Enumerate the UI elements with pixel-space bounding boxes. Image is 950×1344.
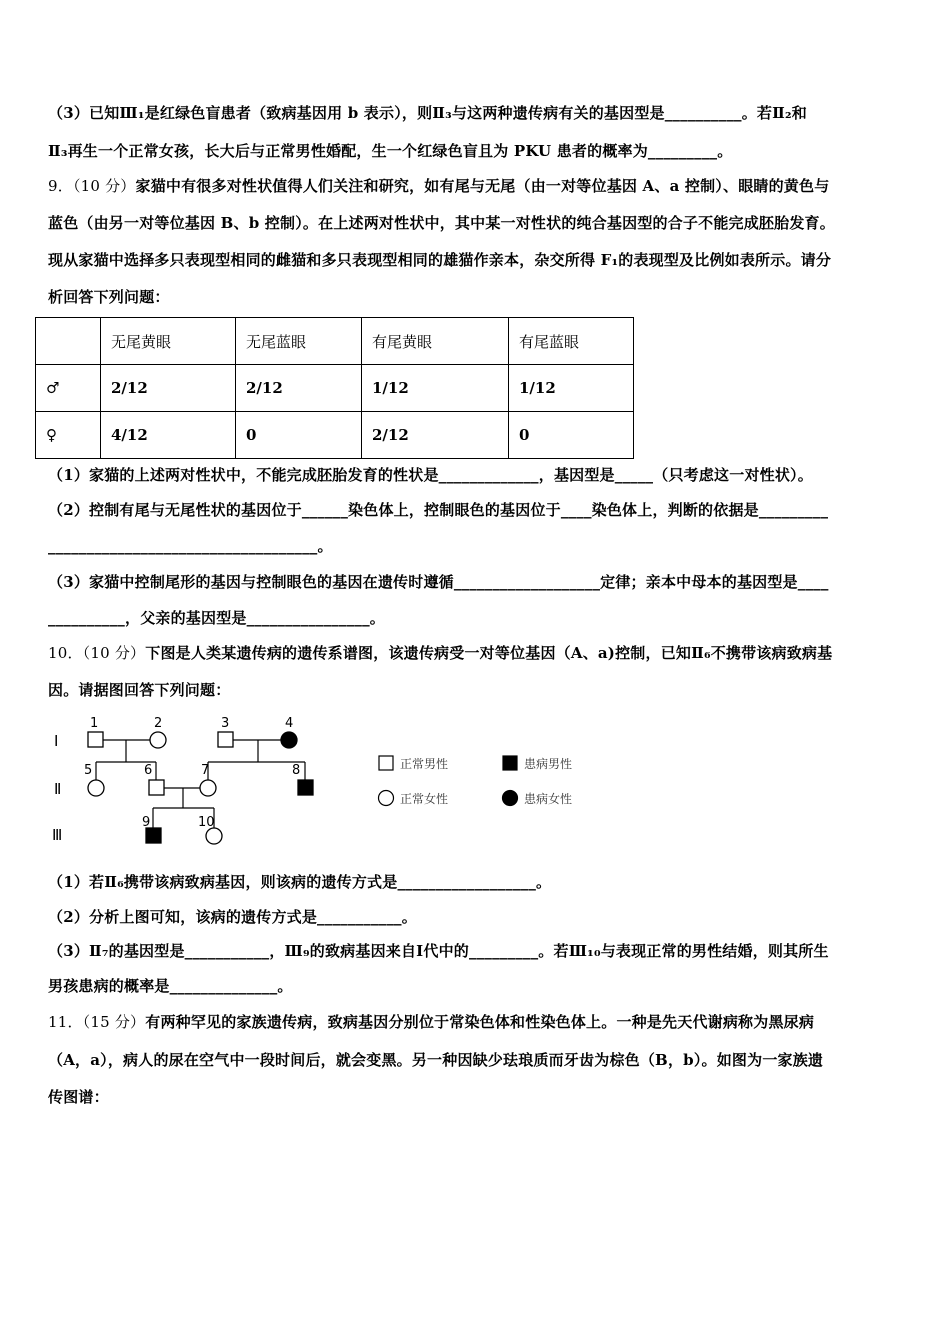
table-cell: 4/12	[101, 412, 236, 459]
table-cell-sex: ♂	[36, 365, 101, 412]
q11-line3: 传图谱：	[48, 1088, 109, 1106]
q11-line2: （A，a），病人的尿在空气中一段时间后，就会变黑。另一种因缺少珐琅质而牙齿为棕色（B，b）。如图为一家族遗	[48, 1051, 824, 1069]
individual-label: 6	[144, 763, 153, 778]
legend-label: 正常女性	[400, 792, 449, 806]
q9-line3: 现从家猫中选择多只表现型相同的雌猫和多只表现型相同的雄猫作亲本，杂交所得 F₁的表现型及比例如表所示。请分	[48, 251, 832, 269]
table-header-cell: 无尾黄眼	[101, 318, 236, 365]
q9-sub3-line2: __________，父亲的基因型是________________。	[48, 609, 386, 627]
q9-sub2-line1: （2）控制有尾与无尾性状的基因位于______染色体上，控制眼色的基因位于____染色体上，判断的依据是_________	[48, 501, 829, 519]
q10-sub2: （2）分析上图可知，该病的遗传方式是___________。	[48, 908, 417, 926]
legend-affected-female-icon	[503, 791, 518, 806]
q10-line1	[48, 642, 832, 663]
individual-1-normal-male	[88, 732, 103, 747]
table-header-cell	[36, 318, 101, 365]
table-header-cell: 有尾蓝眼	[509, 318, 634, 365]
legend-label: 患病女性	[524, 792, 573, 806]
q11-line1	[48, 1011, 814, 1032]
individual-3-normal-male	[218, 732, 233, 747]
table-header-row	[36, 318, 634, 365]
q9-text1: 家猫中有很多对性状值得人们关注和研究，如有尾与无尾（由一对等位基因 A、a 控制）、眼睛的黄色与	[135, 177, 830, 195]
individual-label: 2	[154, 716, 163, 731]
individual-label: 5	[84, 763, 93, 778]
legend-label: 正常男性	[400, 757, 449, 771]
table-cell: 2/12	[236, 365, 362, 412]
table-cell: 2/12	[362, 412, 509, 459]
individual-label: 8	[292, 763, 301, 778]
q11-number: 11．（15 分）	[48, 1013, 146, 1031]
q10-sub3-line1: （3）Ⅱ₇的基因型是___________，Ⅲ₉的致病基因来自Ⅰ代中的_________。若Ⅲ₁₀与表现正常的男性结婚，则其所生	[48, 942, 829, 960]
q10-line2: 因。请据图回答下列问题：	[48, 681, 231, 699]
q9-line2: 蓝色（由另一对等位基因 B、b 控制）。在上述两对性状中，其中某一对性状的纯合基因型的合子不能完成胚胎发育。	[48, 214, 835, 232]
q9-number: 9．（10 分）	[48, 177, 136, 195]
legend-normal-female-icon	[379, 791, 394, 806]
table-cell-sex: ♀	[36, 412, 101, 459]
table-cell: 0	[236, 412, 362, 459]
table-header-cell: 有尾黄眼	[362, 318, 509, 365]
table-cell: 1/12	[509, 365, 634, 412]
individual-label: 1	[90, 716, 99, 731]
generation-label-2: Ⅱ	[54, 780, 62, 798]
individual-label: 9	[142, 815, 151, 830]
pedigree-chart	[40, 708, 600, 848]
table-cell: 0	[509, 412, 634, 459]
generation-label-3: Ⅲ	[52, 826, 63, 844]
individual-5-normal-female	[88, 780, 104, 796]
table-row	[36, 412, 634, 459]
individual-6-normal-male	[149, 780, 164, 795]
q11-text1: 有两种罕见的家族遗传病，致病基因分别位于常染色体和性染色体上。一种是先天代谢病称为黑尿病	[145, 1013, 815, 1031]
generation-label-1: Ⅰ	[54, 732, 59, 750]
q9-line1	[48, 175, 829, 196]
table-cell: 1/12	[362, 365, 509, 412]
individual-7-normal-female	[200, 780, 216, 796]
individual-4-affected-female	[281, 732, 297, 748]
q9-sub2-line2: ___________________________________。	[48, 537, 333, 555]
table-row	[36, 365, 634, 412]
individual-2-normal-female	[150, 732, 166, 748]
individual-8-affected-male	[298, 780, 313, 795]
individual-9-affected-male	[146, 828, 161, 843]
table-cell: 2/12	[101, 365, 236, 412]
q8-part3-line2: Ⅱ₃再生一个正常女孩，长大后与正常男性婚配，生一个红绿色盲且为 PKU 患者的概率为_________。	[48, 142, 733, 160]
q10-sub3-line2: 男孩患病的概率是______________。	[48, 977, 293, 995]
legend-normal-male-icon	[379, 756, 393, 770]
individual-label: 10	[198, 815, 215, 830]
phenotype-ratio-table	[35, 317, 634, 459]
q9-sub1: （1）家猫的上述两对性状中，不能完成胚胎发育的性状是_____________，基因型是_____（只考虑这一对性状）。	[48, 466, 813, 484]
individual-label: 4	[285, 716, 294, 731]
q10-text1: 下图是人类某遗传病的遗传系谱图，该遗传病受一对等位基因（A、a)控制，已知Ⅱ₆不携带该病致病基	[145, 644, 833, 662]
q10-sub1: （1）若Ⅱ₆携带该病致病基因，则该病的遗传方式是__________________。	[48, 873, 552, 891]
legend-affected-male-icon	[503, 756, 517, 770]
q9-line4: 析回答下列问题：	[48, 288, 170, 306]
individual-label: 7	[201, 763, 210, 778]
individual-label: 3	[221, 716, 230, 731]
q10-number: 10．（10 分）	[48, 644, 146, 662]
individual-10-normal-female	[206, 828, 222, 844]
q9-sub3-line1: （3）家猫中控制尾形的基因与控制眼色的基因在遗传时遵循___________________定律；亲本中母本的基因型是____	[48, 573, 829, 591]
table-header-cell: 无尾蓝眼	[236, 318, 362, 365]
legend-label: 患病男性	[524, 757, 573, 771]
q8-part3-line1: （3）已知Ⅲ₁是红绿色盲患者（致病基因用 b 表示），则Ⅱ₃与这两种遗传病有关的基因型是__________。若Ⅱ₂和	[48, 104, 807, 122]
